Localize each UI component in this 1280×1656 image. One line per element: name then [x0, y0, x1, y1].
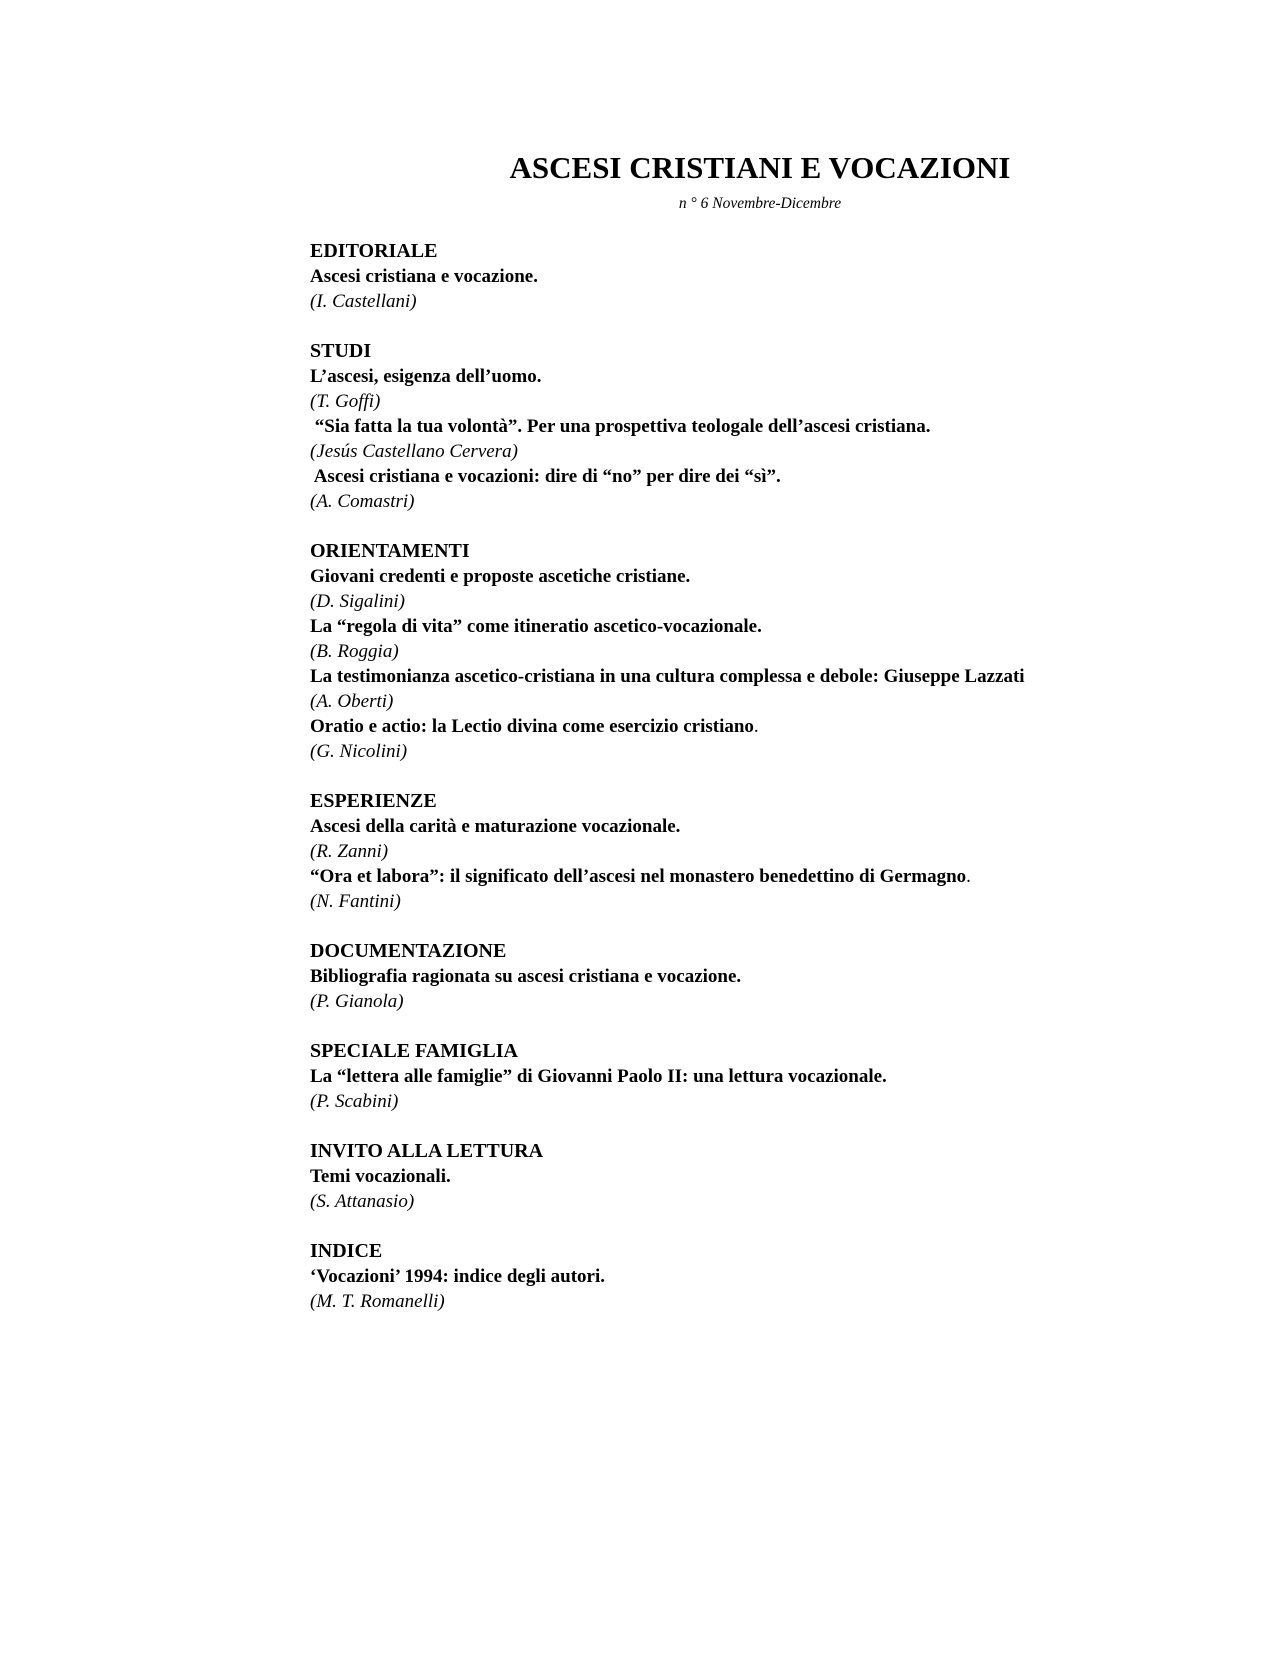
entry-author: (P. Gianola): [310, 991, 404, 1012]
entry-title: “Sia fatta la tua volontà”. Per una prospettiva teologale dell’ascesi cristiana.: [310, 416, 931, 437]
entry-title: Ascesi della carità e maturazione vocazionale.: [310, 816, 681, 837]
section-heading: ESPERIENZE: [310, 790, 437, 812]
entry-title: L’ascesi, esigenza dell’uomo.: [310, 366, 542, 387]
entry-author: (A. Comastri): [310, 491, 415, 512]
entry-title-line: [310, 714, 1210, 739]
entry-author: (A. Oberti): [310, 691, 394, 712]
entry-author: (B. Roggia): [310, 641, 399, 662]
section-esperienze: [310, 789, 1210, 914]
section-documentazione: [310, 939, 1210, 1014]
entry-author: (M. T. Romanelli): [310, 1291, 445, 1312]
entry-title: ‘Vocazioni’ 1994: indice degli autori.: [310, 1266, 606, 1287]
toc-entry: [310, 864, 1210, 914]
entry-title: “Ora et labora”: il significato dell’ascesi nel monastero benedettino di Germagno: [310, 866, 967, 887]
section-heading: ORIENTAMENTI: [310, 540, 470, 562]
page-title: ASCESI CRISTIANI E VOCAZIONI: [509, 150, 1011, 185]
table-of-contents: [310, 239, 1210, 1339]
section-heading: DOCUMENTAZIONE: [310, 940, 507, 962]
section-heading: SPECIALE FAMIGLIA: [310, 1040, 518, 1062]
entry-title: Ascesi cristiana e vocazione.: [310, 266, 538, 287]
toc-entry: [310, 464, 1210, 514]
issue-subtitle: n ° 6 Novembre-Dicembre: [678, 195, 842, 212]
entry-title: La “regola di vita” come itineratio ascetico-vocazionale.: [310, 616, 762, 637]
entry-author: (P. Scabini): [310, 1091, 399, 1112]
toc-entry: [310, 964, 1210, 1014]
entry-title: Ascesi cristiana e vocazioni: dire di “no” per dire dei “sì”.: [310, 466, 781, 487]
entry-title: La testimonianza ascetico-cristiana in una cultura complessa e debole: Giuseppe Lazzati: [310, 666, 1025, 687]
toc-entry: [310, 614, 1210, 664]
section-editoriale: [310, 239, 1210, 314]
entry-title-trail: .: [966, 866, 971, 887]
entry-title: Bibliografia ragionata su ascesi cristiana e vocazione.: [310, 966, 742, 987]
toc-entry: [310, 264, 1210, 314]
section-invito-alla-lettura: [310, 1139, 1210, 1214]
section-heading: INDICE: [310, 1240, 383, 1262]
toc-entry: [310, 1064, 1210, 1114]
section-heading: EDITORIALE: [310, 240, 438, 262]
entry-author: (Jesús Castellano Cervera): [310, 441, 518, 462]
entry-title: Giovani credenti e proposte ascetiche cristiane.: [310, 566, 691, 587]
entry-author: (N. Fantini): [310, 891, 401, 912]
toc-entry: [310, 814, 1210, 864]
entry-author: (I. Castellani): [310, 291, 417, 312]
toc-entry: [310, 364, 1210, 414]
toc-entry: [310, 664, 1210, 714]
section-indice: [310, 1239, 1210, 1314]
entry-title-trail: .: [753, 716, 759, 737]
entry-author: (S. Attanasio): [310, 1191, 415, 1212]
entry-title-line: [310, 864, 1210, 889]
entry-title: Temi vocazionali.: [310, 1166, 451, 1187]
toc-entry: [310, 714, 1210, 764]
entry-title: Oratio e actio: la Lectio divina come esercizio cristiano: [310, 716, 754, 737]
toc-entry: [310, 1264, 1210, 1314]
entry-author: (D. Sigalini): [310, 591, 405, 612]
toc-entry: [310, 414, 1210, 464]
entry-author: (R. Zanni): [310, 841, 389, 862]
entry-author: (T. Goffi): [310, 391, 381, 412]
entry-title: La “lettera alle famiglie” di Giovanni Paolo II: una lettura vocazionale.: [310, 1066, 887, 1087]
toc-entry: [310, 564, 1210, 614]
entry-author: (G. Nicolini): [310, 741, 408, 762]
section-heading: STUDI: [310, 340, 372, 362]
section-heading: INVITO ALLA LETTURA: [310, 1140, 544, 1162]
toc-entry: [310, 1164, 1210, 1214]
section-studi: [310, 339, 1210, 514]
section-speciale-famiglia: [310, 1039, 1210, 1114]
section-orientamenti: [310, 539, 1210, 764]
